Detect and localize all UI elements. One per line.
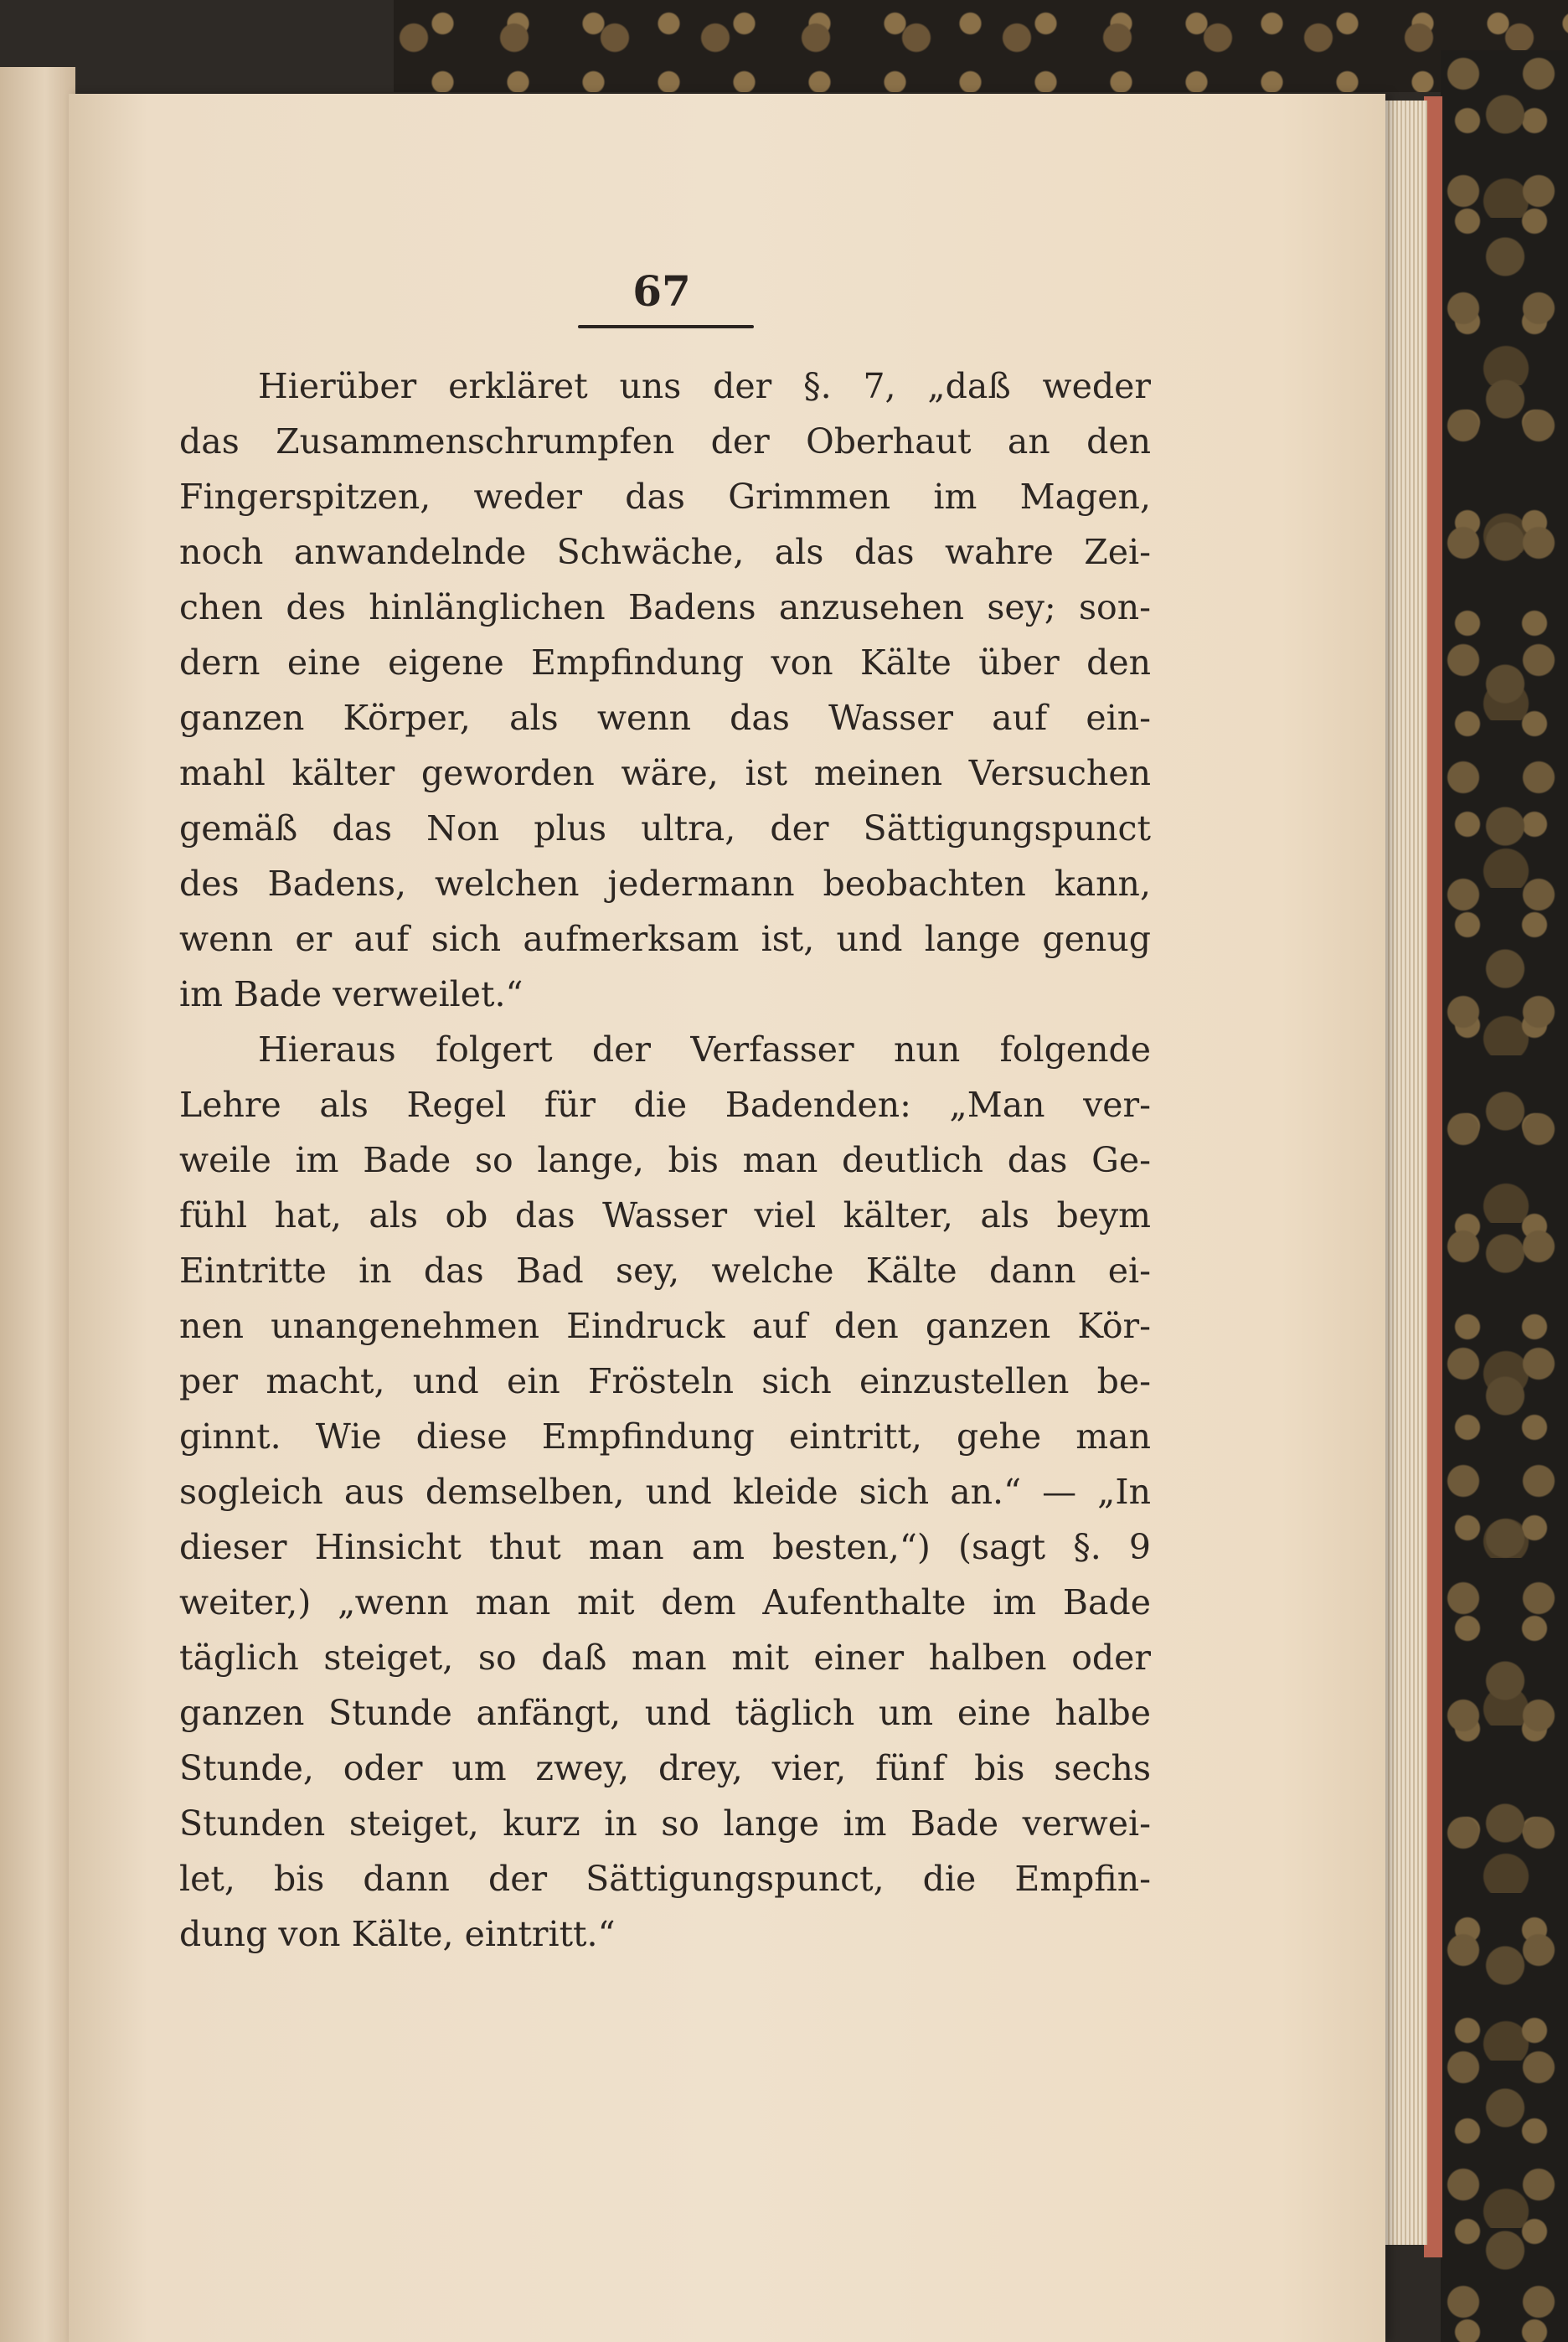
text-line: let, bis dann der Sättigungspunct, die Empfin-: [179, 1859, 1151, 1899]
text-line: Stunde, oder um zwey, drey, vier, fünf bis sechs: [179, 1748, 1151, 1788]
text-line: fühl hat, als ob das Wasser viel kälter, als beym: [179, 1195, 1151, 1235]
text-line: ginnt. Wie diese Empfindung eintritt, gehe man: [179, 1416, 1151, 1457]
text-line: Lehre als Regel für die Badenden: „Man ver-: [179, 1085, 1151, 1125]
text-line: weile im Bade so lange, bis man deutlich das Ge-: [179, 1140, 1151, 1180]
marbled-cover-top: [394, 0, 1568, 92]
text-line: gemäß das Non plus ultra, der Sättigungspunct: [179, 808, 1151, 849]
marbled-cover-right: [1441, 50, 1568, 2342]
text-line: ganzen Stunde anfängt, und täglich um eine halbe: [179, 1693, 1151, 1733]
text-line: dung von Kälte, eintritt.“: [179, 1914, 616, 1954]
text-line: dern eine eigene Empfindung von Kälte über den: [179, 642, 1151, 683]
text-line: mahl kälter geworden wäre, ist meinen Versuchen: [179, 753, 1151, 793]
text-line: dieser Hinsicht thut man am besten,“) (sagt §. 9: [179, 1527, 1151, 1567]
header-rule: [578, 325, 754, 328]
text-line: weiter,) „wenn man mit dem Aufenthalte im Bade: [179, 1582, 1151, 1622]
text-line: chen des hinlänglichen Badens anzusehen sey; son-: [179, 587, 1151, 627]
text-line: das Zusammenschrumpfen der Oberhaut an den: [179, 421, 1151, 462]
text-line: Stunden steiget, kurz in so lange im Bade verwei-: [179, 1803, 1151, 1844]
text-line: wenn er auf sich aufmerksam ist, und lange genug: [179, 919, 1151, 959]
left-page-edge: [0, 67, 75, 2342]
text-line: noch anwandelnde Schwäche, als das wahre Zei-: [179, 532, 1151, 572]
text-line: des Badens, welchen jedermann beobachten kann,: [179, 864, 1151, 904]
text-line: per macht, und ein Frösteln sich einzustellen be-: [179, 1361, 1151, 1401]
page-body-text: [179, 359, 1151, 1962]
page-stack-edges: [1385, 101, 1427, 2245]
text-line: im Bade verweilet.“: [179, 974, 524, 1014]
text-line: Hierüber erkläret uns der §. 7, „daß weder: [258, 366, 1151, 406]
page-number: 67: [632, 266, 691, 316]
text-line: täglich steiget, so daß man mit einer halben oder: [179, 1638, 1151, 1678]
text-line: sogleich aus demselben, und kleide sich an.“ — „In: [179, 1472, 1151, 1512]
text-line: ganzen Körper, als wenn das Wasser auf ein-: [179, 698, 1151, 738]
text-line: Hieraus folgert der Verfasser nun folgende: [258, 1029, 1151, 1070]
text-line: Eintritte in das Bad sey, welche Kälte dann ei-: [179, 1251, 1151, 1291]
text-line: Fingerspitzen, weder das Grimmen im Magen,: [179, 477, 1151, 517]
text-line: nen unangenehmen Eindruck auf den ganzen Kör-: [179, 1306, 1151, 1346]
